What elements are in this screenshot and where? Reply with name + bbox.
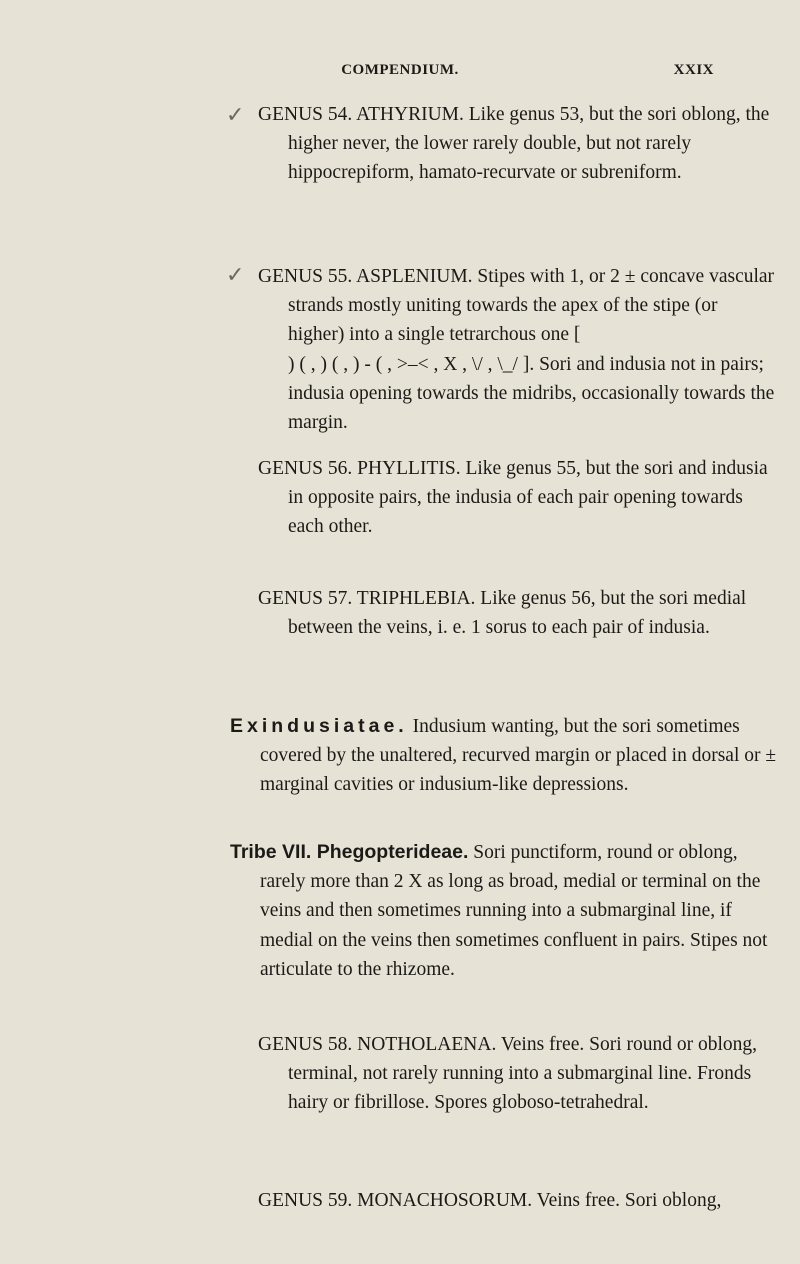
page-number: XXIX — [673, 62, 714, 78]
paragraph-genus-58 — [258, 1030, 778, 1118]
genus-label: GENUS 55. — [258, 266, 353, 287]
pencil-check-icon: ✓ — [226, 102, 245, 127]
group-text: Indusium wanting, but the sori sometimes covered by the unaltered, recurved margin or placed in dorsal or ± marginal cavities or indusium-like depressions. — [260, 716, 777, 796]
genus-text: TRIPHLEBIA. Like genus 56, but the sori medial between the veins, i. e. 1 sorus to each pair of indusia. — [288, 588, 747, 639]
tribe-text: Sori punctiform, round or oblong, rarely more than 2 X as long as broad, medial or terminal on the veins and then sometimes running into a submarginal line, if medial on the veins then sometimes confluent in pairs. Stipes not articulate to the rhizome. — [260, 842, 768, 980]
running-title: COMPENDIUM. — [341, 62, 459, 78]
genus-label: GENUS 56. — [258, 458, 353, 479]
stipe-section-symbols: ) ( , ) ( , ) - ( , >–< , X , \/ , \_/ — [288, 353, 518, 375]
genus-text: ASPLENIUM. Stipes with 1, or 2 ± concave vascular strands mostly uniting towards the apex of the stipe (or higher) into a single tetrarchous one [ — [288, 266, 775, 346]
paragraph-genus-56 — [258, 454, 778, 542]
paragraph-genus-54 — [258, 100, 778, 188]
genus-label: GENUS 54. — [258, 104, 353, 125]
pencil-check-icon: ✓ — [226, 262, 245, 287]
genus-label: GENUS 57. — [258, 588, 353, 609]
tribe-label: Tribe VII. Phegopterideae. — [230, 841, 469, 863]
genus-label: GENUS 58. — [258, 1034, 353, 1055]
genus-text: PHYLLITIS. Like genus 55, but the sori and indusia in opposite pairs, the indusia of each pair opening towards each other. — [288, 458, 768, 538]
running-header — [0, 62, 800, 86]
paragraph-tribe-vii — [230, 838, 778, 984]
group-label: Exindusiatae. — [230, 715, 408, 737]
paragraph-genus-57 — [258, 584, 778, 642]
genus-label: GENUS 59. — [258, 1190, 353, 1211]
genus-text: MONACHOSORUM. Veins free. Sori oblong, — [357, 1190, 722, 1211]
genus-text: NOTHOLAENA. Veins free. Sori round or oblong, terminal, not rarely running into a submarginal line. Fronds hairy or fibrillose. Spores globoso-tetrahedral. — [288, 1034, 758, 1114]
genus-text: ATHYRIUM. Like genus 53, but the sori oblong, the higher never, the lower rarely double, but not rarely hippocrepiform, hamato-recurvate or subreniform. — [288, 104, 770, 184]
genus-text-continued: ]. Sori and indusia not in pairs; indusia opening towards the midribs, occasionally towards the margin. — [288, 353, 775, 434]
paragraph-genus-59 — [258, 1186, 778, 1215]
paragraph-exindusiatae — [230, 712, 778, 800]
paragraph-genus-55 — [258, 262, 778, 437]
